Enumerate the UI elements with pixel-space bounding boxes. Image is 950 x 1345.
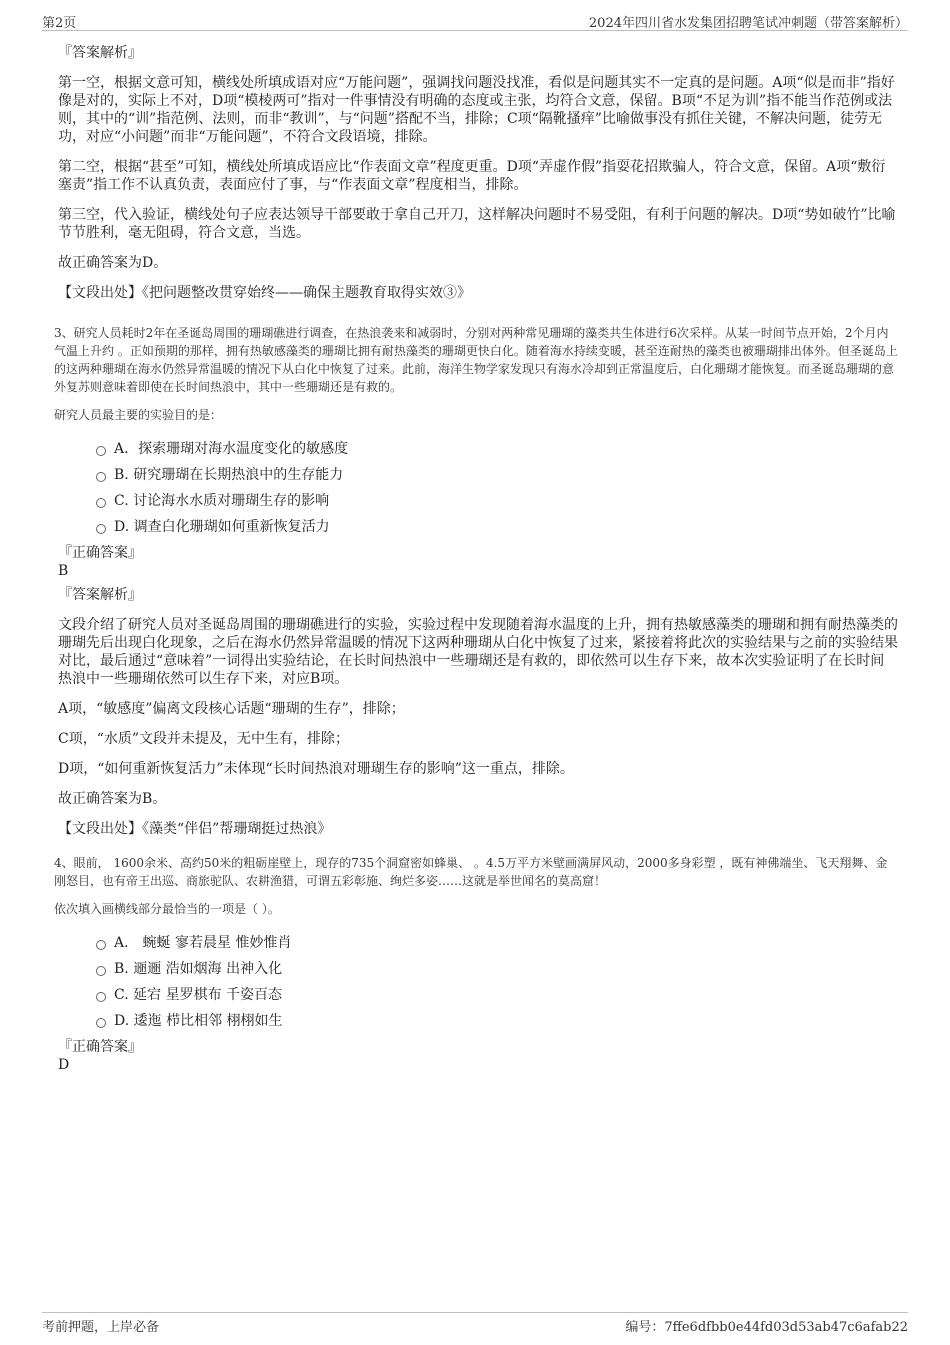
radio-icon[interactable]: [96, 498, 106, 508]
q2-analysis-paragraph: 第三空，代入验证，横线处句子应表达领导干部要敢于拿自己开刀，这样解决问题时不易受阻，有利于问题的解决。D项“势如破竹”比喻节节胜利，毫无阻碍，符合文意，当选。: [58, 207, 896, 241]
radio-icon[interactable]: [96, 446, 106, 456]
q4-option-d[interactable]: D. 逶迤 栉比相邻 栩栩如生: [96, 1012, 898, 1030]
q4-options: [96, 934, 898, 1030]
q2-analysis-label: 『答案解析』: [58, 45, 142, 61]
page-content: [54, 44, 898, 1080]
page-header: [42, 10, 908, 31]
document-title: 2024年四川省水发集团招聘笔试冲刺题（带答案解析）: [588, 16, 908, 31]
radio-icon[interactable]: [96, 940, 106, 950]
q4-stem: 4、眼前， 1600余米、高约50米的粗砺崖壁上，现存的735个洞窟密如蜂巢、 。4.5万平方米壁画满屏风动，2000多身彩塑 ，既有神佛端坐、飞天翔舞、金刚怒目，也有帝王出巡、商旅驼队、农耕渔猎，可谓五彩彰施、绚烂多姿……这就是举世闻名的莫高窟！: [54, 856, 888, 888]
q2-conclusion: 故正确答案为D。: [58, 255, 168, 271]
q4-question: 依次填入画横线部分最恰当的一项是（ ）。: [54, 902, 280, 916]
q3-option-d[interactable]: D. 调查白化珊瑚如何重新恢复活力: [96, 518, 898, 536]
radio-icon[interactable]: [96, 524, 106, 534]
q3-analysis-label: 『答案解析』: [58, 587, 142, 603]
q2-source: 【文段出处】《把问题整改贯穿始终——确保主题教育取得实效③》: [58, 285, 471, 301]
q4-option-c[interactable]: C. 延宕 星罗棋布 千姿百态: [96, 986, 898, 1004]
q2-analysis-paragraph: 第二空，根据“甚至”可知，横线处所填成语应比“作表面文章”程度更重。D项“弄虚作假”指耍花招欺骗人，符合文意，保留。A项“敷衍塞责”指工作不认真负责，表面应付了事，与“作表面文章”程度相当，排除。: [58, 159, 886, 193]
radio-icon[interactable]: [96, 472, 106, 482]
q4-option-b[interactable]: B. 逦逦 浩如烟海 出神入化: [96, 960, 898, 978]
page-number: 第2页: [42, 16, 77, 31]
q3-option-c[interactable]: C. 讨论海水水质对珊瑚生存的影响: [96, 492, 898, 510]
q3-analysis-paragraph: A项，“敏感度”偏离文段核心话题“珊瑚的生存”，排除；: [58, 701, 405, 717]
q4-answer-label: 『正确答案』: [58, 1039, 142, 1055]
q4-option-a[interactable]: A． 蜿蜒 寥若晨星 惟妙惟肖: [96, 934, 898, 952]
q3-answer-label: 『正确答案』: [58, 545, 142, 561]
q3-answer: B: [58, 563, 69, 579]
q3-stem: 3、研究人员耗时2年在圣诞岛周围的珊瑚礁进行调查，在热浪袭来和减弱时，分别对两种常见珊瑚的藻类共生体进行6次采样。从某一时间节点开始，2个月内气温上升约 。正如预期的那样，拥有热敏感藻类的珊瑚比拥有耐热藻类的珊瑚更快白化。随着海水持续变暖，甚至连耐热的藻类也被珊瑚排出体外。但圣诞岛上的这两种珊瑚在海水仍然异常温暖的情况下从白化中恢复了过来。此前，海洋生物学家发现只有海水冷却到正常温度后，白化珊瑚才能恢复。而圣诞岛珊瑚的意外复苏则意味着即使在长时间热浪中，其中一些珊瑚还是有救的。: [54, 326, 898, 394]
page-footer: [42, 1312, 908, 1335]
q4-answer: D: [58, 1057, 70, 1073]
q3-option-a[interactable]: A．探索珊瑚对海水温度变化的敏感度: [96, 440, 898, 458]
q3-question: 研究人员最主要的实验目的是：: [54, 408, 223, 422]
q3-analysis-paragraph: D项，“如何重新恢复活力”未体现“长时间热浪对珊瑚生存的影响”这一重点，排除。: [58, 761, 574, 777]
radio-icon[interactable]: [96, 992, 106, 1002]
radio-icon[interactable]: [96, 1018, 106, 1028]
document-id: 编号：7ffe6dfbb0e44fd03d53ab47c6afab22: [625, 1320, 908, 1335]
q2-analysis-paragraph: 第一空，根据文意可知，横线处所填成语对应“万能问题”，强调找问题没找准，看似是问题其实不一定真的是问题。A项“似是而非”指好像是对的，实际上不对，D项“模棱两可”指对一件事情没有明确的态度或主张，均符合文意，保留。B项“不足为训”指不能当作范例或法则，其中的“训”指范例、法则，而非“教训”，与“问题”搭配不当，排除；C项“隔靴搔痒”比喻做事没有抓住关键，不解决问题，徒劳无功，对应“小问题”而非“万能问题”，不符合文段语境，排除。: [58, 75, 895, 145]
q3-option-b[interactable]: B. 研究珊瑚在长期热浪中的生存能力: [96, 466, 898, 484]
q3-options: [96, 440, 898, 536]
q3-analysis-paragraph: 文段介绍了研究人员对圣诞岛周围的珊瑚礁进行的实验，实验过程中发现随着海水温度的上升，拥有热敏感藻类的珊瑚和拥有耐热藻类的珊瑚先后出现白化现象，之后在海水仍然异常温暖的情况下这两种珊瑚从白化中恢复了过来，紧接着将此次的实验结果与之前的实验结果对比，最后通过“意味着”一词得出实验结论，在长时间热浪中一些珊瑚还是有救的，即依然可以生存下来，故本次实验证明了在长时间热浪中一些珊瑚依然可以生存下来，对应B项。: [58, 617, 898, 687]
q3-analysis-paragraph: C项，“水质”文段并未提及，无中生有，排除；: [58, 731, 350, 747]
footer-slogan: 考前押题，上岸必备: [42, 1320, 160, 1335]
radio-icon[interactable]: [96, 966, 106, 976]
q3-conclusion: 故正确答案为B。: [58, 791, 167, 807]
q3-source: 【文段出处】《藻类“伴侣”帮珊瑚挺过热浪》: [58, 821, 332, 837]
